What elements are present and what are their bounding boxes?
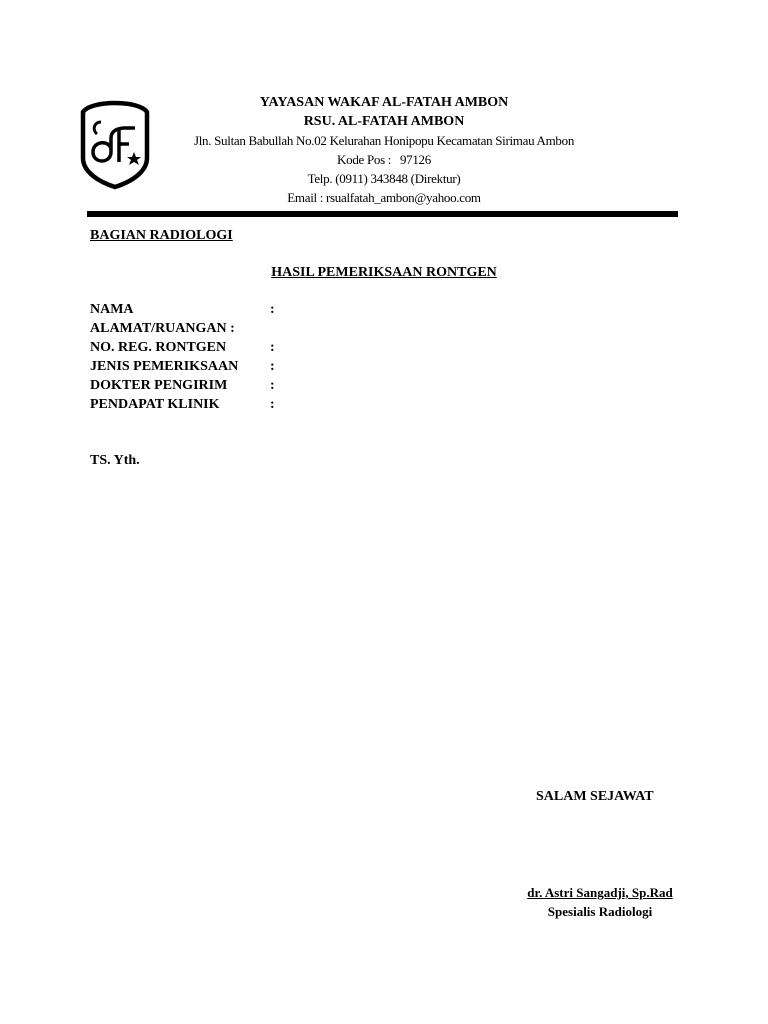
header-divider — [87, 211, 678, 217]
hospital-logo — [79, 100, 151, 190]
field-label: DOKTER PENGIRIM — [90, 378, 228, 393]
signatory-title: Spesialis Radiologi — [547, 904, 653, 919]
field-label: PENDAPAT KLINIK — [90, 397, 220, 412]
field-row-dokter-pengirim — [90, 378, 490, 397]
phone-number: Telp. (0911) 343848 (Direktur) — [307, 171, 461, 186]
field-separator: : — [270, 359, 275, 374]
document-title: HASIL PEMERIKSAAN RONTGEN — [271, 265, 497, 280]
field-row-jenis-pemeriksaan — [90, 359, 490, 378]
field-label: NO. REG. RONTGEN — [90, 340, 227, 355]
hospital-name: RSU. AL-FATAH AMBON — [303, 114, 465, 129]
field-separator: : — [270, 378, 275, 393]
field-label: ALAMAT/RUANGAN : — [90, 321, 235, 336]
greeting: TS. Yth. — [90, 453, 140, 468]
letterhead — [160, 93, 608, 207]
signature-block — [500, 883, 700, 921]
field-row-nama — [90, 302, 490, 321]
field-row-no-reg-rontgen — [90, 340, 490, 359]
closing-salutation: SALAM SEJAWAT — [536, 789, 654, 804]
field-label: NAMA — [90, 302, 134, 317]
organization-name: YAYASAN WAKAF AL-FATAH AMBON — [259, 95, 509, 110]
patient-info-fields — [90, 302, 490, 416]
field-separator: : — [270, 302, 275, 317]
field-row-pendapat-klinik — [90, 397, 490, 416]
department-label: BAGIAN RADIOLOGI — [90, 228, 233, 243]
field-separator: : — [270, 340, 275, 355]
hospital-address: Jln. Sultan Babullah No.02 Kelurahan Honipopu Kecamatan Sirimau Ambon — [193, 133, 575, 148]
field-label: JENIS PEMERIKSAAN — [90, 359, 239, 374]
field-separator: : — [270, 397, 275, 412]
field-row-alamat-ruangan — [90, 321, 490, 340]
email-address: Email : rsualfatah_ambon@yahoo.com — [287, 190, 481, 205]
signatory-name: dr. Astri Sangadji, Sp.Rad — [527, 885, 673, 900]
postal-code: Kode Pos : 97126 — [337, 152, 431, 167]
